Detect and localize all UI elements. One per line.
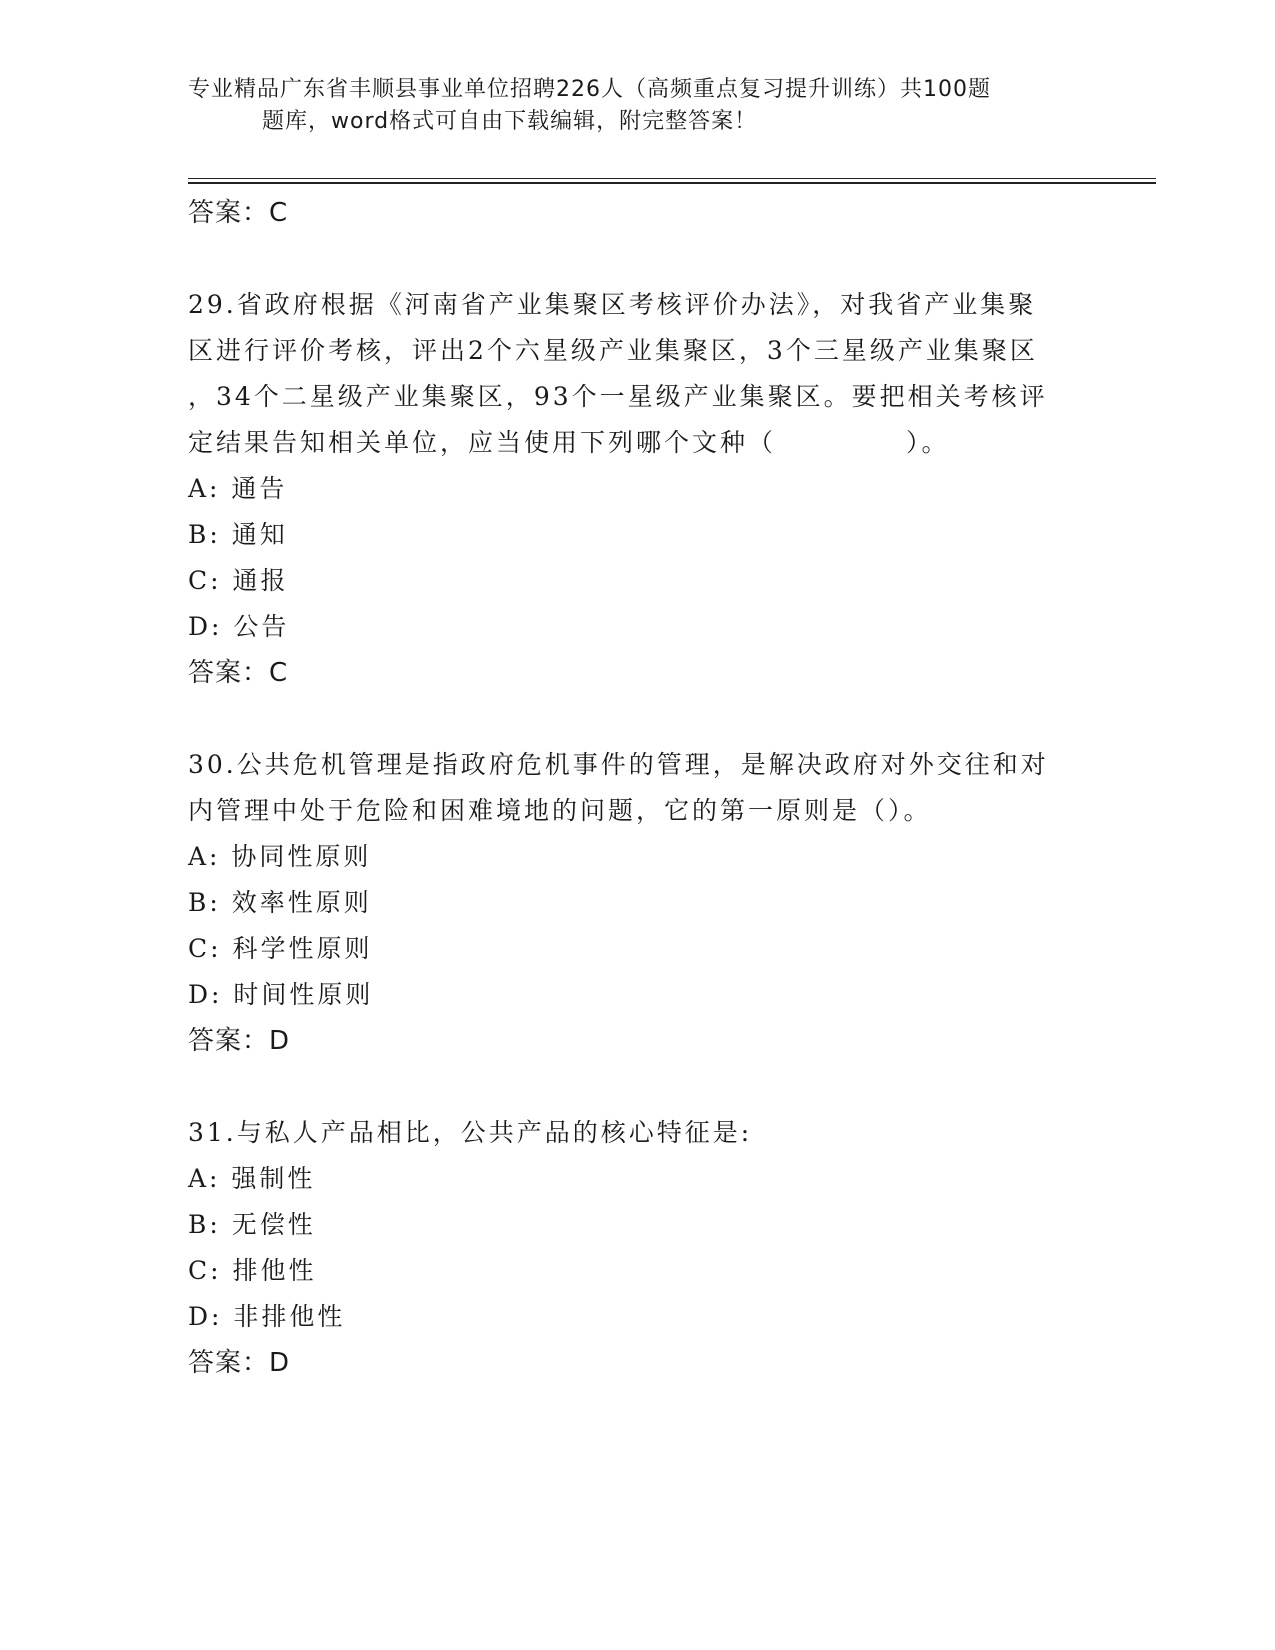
option-b: B: 通知	[188, 520, 288, 549]
option-b: B: 无偿性	[188, 1210, 316, 1239]
header-rule-thin	[188, 178, 1156, 179]
option-c: C: 通报	[188, 566, 289, 595]
question-stem-line: 区进行评价考核，评出2个六星级产业集聚区，3个三星级产业集聚区	[188, 336, 1038, 365]
question-30	[188, 742, 1088, 1064]
option-d: D: 公告	[188, 612, 290, 641]
option-a: A: 协同性原则	[188, 842, 372, 871]
question-31	[188, 1110, 1088, 1386]
answer: 答案：D	[188, 1348, 291, 1378]
page-content	[188, 190, 1088, 1386]
question-29	[188, 282, 1088, 696]
question-stem-line: 内管理中处于危险和困难境地的问题，它的第一原则是（）。	[188, 796, 932, 825]
question-stem-line: ，34个二星级产业集聚区，93个一星级产业集聚区。要把相关考核评	[188, 382, 1048, 411]
option-a: A: 通告	[188, 474, 288, 503]
answer: 答案：D	[188, 1026, 291, 1056]
option-c: C: 排他性	[188, 1256, 317, 1285]
question-stem-line: 31.与私人产品相比，公共产品的核心特征是:	[188, 1118, 753, 1147]
question-stem-line: 30.公共危机管理是指政府危机事件的管理，是解决政府对外交往和对	[188, 750, 1049, 779]
option-b: B: 效率性原则	[188, 888, 372, 917]
header-rule-thick	[188, 182, 1156, 184]
option-a: A: 强制性	[188, 1164, 316, 1193]
question-stem-line: 29.省政府根据《河南省产业集聚区考核评价办法》，对我省产业集聚	[188, 290, 1037, 319]
question-stem-text: ）。	[906, 428, 950, 457]
question-stem-text: 定结果告知相关单位，应当使用下列哪个文种（	[188, 428, 777, 457]
header-title-line-2: 题库，word格式可自由下载编辑，附完整答案！	[262, 109, 758, 134]
answer: 答案：C	[188, 658, 289, 688]
question-stem-line	[188, 420, 1088, 466]
option-d: D: 非排他性	[188, 1302, 346, 1331]
option-d: D: 时间性原则	[188, 980, 374, 1009]
document-header	[188, 74, 1088, 138]
option-c: C: 科学性原则	[188, 934, 373, 963]
header-title-line-1: 专业精品广东省丰顺县事业单位招聘226人（高频重点复习提升训练）共100题	[188, 77, 991, 102]
previous-answer: 答案：C	[188, 198, 289, 228]
